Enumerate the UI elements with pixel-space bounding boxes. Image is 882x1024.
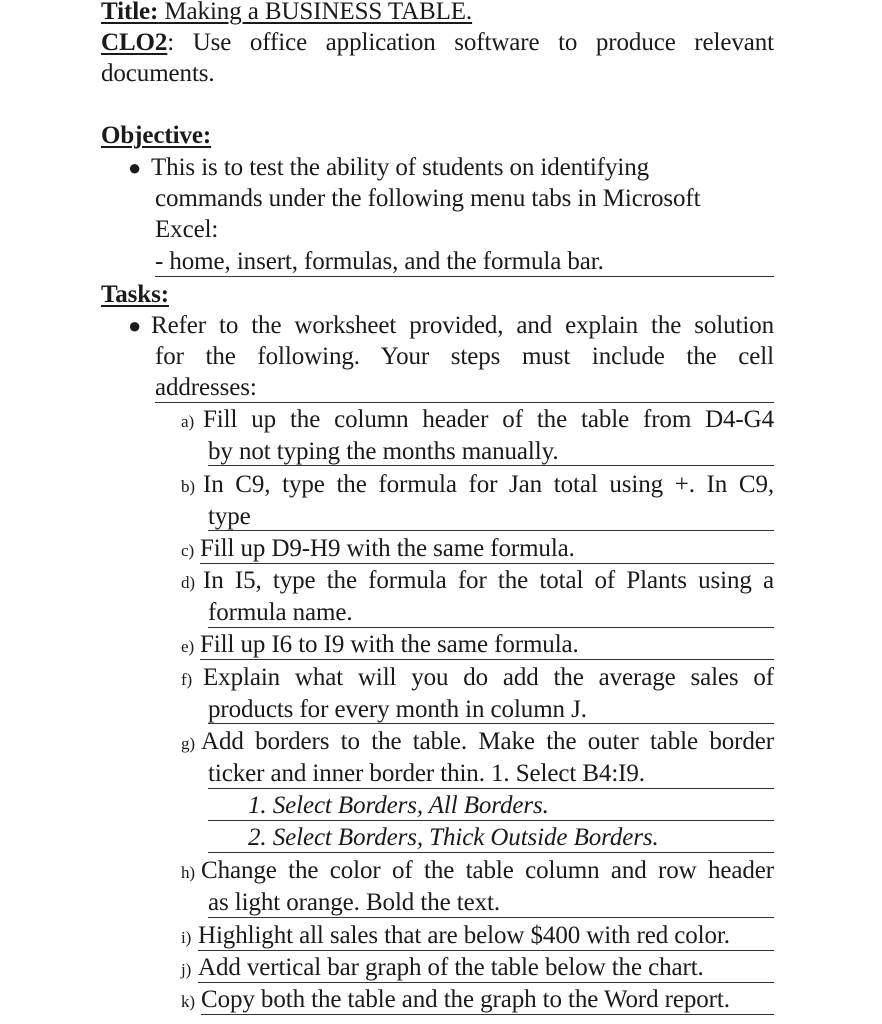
task-e-marker: e): [181, 637, 195, 656]
tasks-intro-line-3: addresses:: [155, 374, 257, 401]
underline-rule: [200, 563, 774, 564]
task-c-line-1: Fill up D9-H9 with the same formula.: [200, 535, 575, 562]
task-g-sub-2: 2. Select Borders, Thick Outside Borders.: [248, 824, 659, 851]
clo-label: CLO2: [101, 29, 168, 56]
task-h-line-2: as light orange. Bold the text.: [208, 889, 500, 916]
underline-rule: [208, 852, 774, 853]
title-text: Making a BUSINESS TABLE.: [164, 0, 473, 25]
task-k-line-1: Copy both the table and the graph to the Word report.: [201, 986, 730, 1013]
task-c-marker: c): [181, 541, 195, 560]
underline-rule: [208, 917, 774, 918]
task-b-line-2: type: [208, 503, 251, 530]
objective-line-3: Excel:: [155, 216, 219, 243]
objective-line-2: commands under the following menu tabs in Microsoft: [155, 185, 701, 212]
task-e-line-1: Fill up I6 to I9 with the same formula.: [200, 631, 579, 658]
task-a-line-1: Fill up the column header of the table from D4-G4: [203, 406, 774, 433]
task-g-line-1: Add borders to the table. Make the outer table border: [201, 728, 774, 755]
task-b-marker: b): [181, 477, 195, 496]
underline-rule: [208, 465, 774, 466]
task-a-marker: a): [181, 412, 195, 431]
task-a-line-2: by not typing the months manually.: [208, 438, 559, 465]
task-f-marker: f): [181, 670, 193, 689]
tasks-intro-line-2: for the following. Your steps must include the cell: [155, 343, 774, 370]
underline-rule: [208, 788, 774, 789]
objective-line-4: - home, insert, formulas, and the formula bar.: [155, 248, 604, 275]
clo-line: [101, 28, 774, 58]
task-i-marker: i): [181, 928, 192, 947]
objective-line-1: This is to test the ability of students on identifying: [151, 154, 650, 181]
task-j-marker: j): [181, 960, 192, 979]
tasks-heading: Tasks:: [101, 281, 169, 308]
task-k-marker: k): [181, 992, 195, 1011]
underline-rule: [155, 276, 774, 277]
underline-rule: [208, 530, 774, 531]
objective-heading: Objective:: [101, 122, 212, 149]
tasks-intro-line-1: Refer to the worksheet provided, and explain the solution: [151, 312, 774, 339]
task-f-line-2: products for every month in column J.: [208, 696, 587, 723]
task-d-line-2: formula name.: [208, 599, 353, 626]
task-d-marker: d): [181, 573, 195, 592]
objective-bullet: ●: [128, 155, 142, 180]
task-j-line-1: Add vertical bar graph of the table below the chart.: [198, 954, 704, 981]
clo-line-2: documents.: [101, 60, 215, 87]
task-g-line-2: ticker and inner border thin. 1. Select B4:I9.: [208, 760, 645, 787]
underline-rule: [198, 950, 774, 951]
task-f-line-1: Explain what will you do add the average sales of: [203, 664, 774, 691]
title-label: Title:: [101, 0, 159, 25]
underline-rule: [200, 659, 774, 660]
underline-rule: [208, 723, 774, 724]
underline-rule: [208, 820, 774, 821]
underline-rule: [198, 982, 774, 983]
clo-text: : Use office application software to produce relevant: [167, 29, 774, 56]
task-h-line-1: Change the color of the table column and row header: [201, 857, 774, 884]
task-g-marker: g): [181, 734, 195, 753]
underline-rule: [208, 627, 774, 628]
task-d-line-1: In I5, type the formula for the total of Plants using a: [203, 567, 774, 594]
task-i-line-1: Highlight all sales that are below $400 with red color.: [198, 922, 730, 949]
title-line: [101, 0, 472, 27]
tasks-bullet: ●: [128, 313, 142, 338]
task-h-marker: h): [181, 863, 195, 882]
task-g-sub-1: 1. Select Borders, All Borders.: [248, 792, 549, 819]
underline-rule: [155, 402, 774, 403]
task-b-line-1: In C9, type the formula for Jan total using +. In C9,: [203, 471, 774, 498]
underline-rule: [201, 1014, 774, 1015]
